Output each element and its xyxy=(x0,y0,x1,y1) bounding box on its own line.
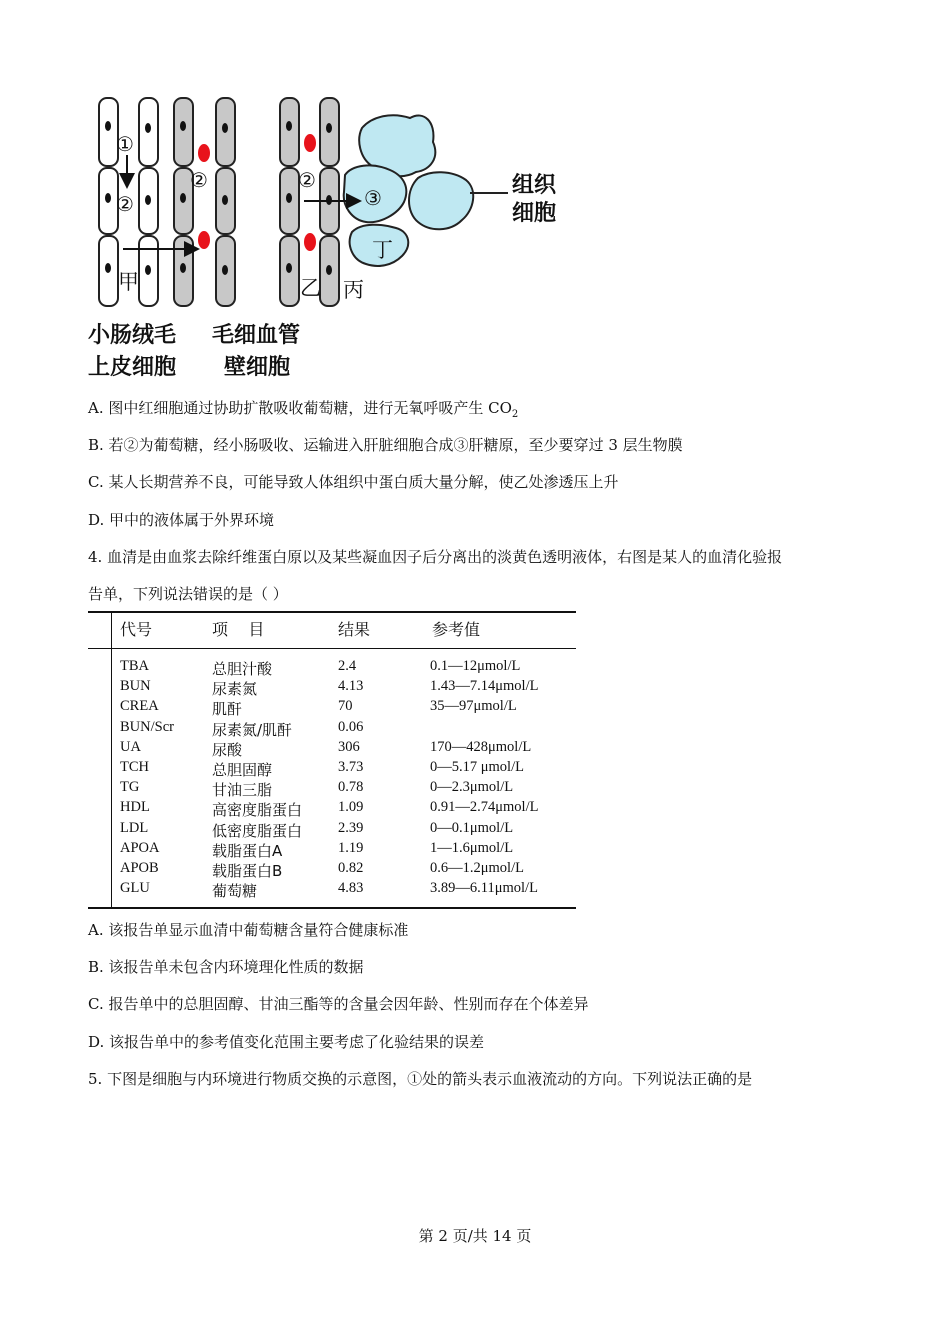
cell-code: TCH xyxy=(120,759,149,775)
villi-label-line1: 小肠绒毛 xyxy=(88,323,177,348)
cell-result: 1.09 xyxy=(338,799,364,816)
villi-label-line2: 上皮细胞 xyxy=(88,355,177,380)
cell-result: 4.13 xyxy=(338,678,364,695)
table-header-item: 项 目 xyxy=(212,620,265,639)
cell-item: 载脂蛋白A xyxy=(212,841,283,860)
table-header-rule xyxy=(88,648,576,649)
cell-item: 尿酸 xyxy=(212,740,243,759)
cell-result: 4.83 xyxy=(338,880,364,897)
cell-code: TBA xyxy=(120,658,149,674)
cell-result: 1.19 xyxy=(338,839,364,856)
cell-item: 肌酐 xyxy=(212,700,243,719)
cell-ref: 170—428μmol/L xyxy=(430,738,532,755)
cell-result: 3.73 xyxy=(338,759,364,775)
q4-option-b: B. 该报告单未包含内环境理化性质的数据 xyxy=(88,958,364,976)
mark-1: ① xyxy=(116,132,134,156)
rbc-1 xyxy=(198,144,210,162)
cell-ref: 0—0.1μmol/L xyxy=(430,819,514,836)
cell-result: 0.82 xyxy=(338,860,364,876)
cell-code: APOA xyxy=(120,839,160,856)
cell-code: CREA xyxy=(120,698,159,715)
cell-code: APOB xyxy=(120,860,159,876)
cell-result: 306 xyxy=(338,738,360,755)
cell-ref: 35—97μmol/L xyxy=(430,698,517,715)
q4-option-d: D. 该报告单中的参考值变化范围主要考虑了化验结果的误差 xyxy=(88,1033,485,1051)
q4-stem-line2: 告单，下列说法错误的是（ ） xyxy=(88,585,288,603)
q3-option-a-text: A. 图中红细胞通过协助扩散吸收葡萄糖，进行无氧呼吸产生 CO xyxy=(88,399,512,417)
label-jia: 甲 xyxy=(118,270,139,294)
cell-code: GLU xyxy=(120,880,150,897)
label-ding: 丁 xyxy=(372,238,393,262)
q3-option-a xyxy=(88,397,518,420)
q3-option-b: B. 若②为葡萄糖，经小肠吸收、运输进入肝脏细胞合成③肝糖原，至少要穿过 3 层生物膜 xyxy=(88,436,683,454)
rbc-2 xyxy=(198,231,210,249)
mark-3: ③ xyxy=(364,186,382,210)
table-top-rule xyxy=(88,611,576,613)
cell-result: 0.06 xyxy=(338,718,364,735)
cell-ref: 3.89—6.11μmol/L xyxy=(430,880,538,897)
cell-ref: 1—1.6μmol/L xyxy=(430,839,514,856)
cell-result: 0.78 xyxy=(338,779,364,796)
label-bing: 丙 xyxy=(343,278,364,302)
cell-item: 低密度脂蛋白 xyxy=(212,821,303,840)
cell-ref: 0.1—12μmol/L xyxy=(430,658,521,674)
mark-2-right: ② xyxy=(298,168,316,192)
cell-code: HDL xyxy=(120,799,150,816)
rbc-4 xyxy=(304,233,316,251)
cell-result: 2.39 xyxy=(338,819,364,836)
page-footer: 第 2 页/共 14 页 xyxy=(418,1227,532,1245)
tissue-label-line2: 细胞 xyxy=(512,201,557,226)
cell-code: LDL xyxy=(120,819,149,836)
cell-code: UA xyxy=(120,738,141,755)
cell-item: 葡萄糖 xyxy=(212,882,258,901)
table-left-rule xyxy=(111,611,112,908)
table-header-result: 结果 xyxy=(338,620,371,639)
mark-2-villi: ② xyxy=(116,192,134,216)
cell-ref: 0—2.3μmol/L xyxy=(430,779,514,796)
cell-item: 载脂蛋白B xyxy=(212,862,283,880)
q4-stem-line1: 4. 血清是由血浆去除纤维蛋白原以及某些凝血因子后分离出的淡黄色透明液体，右图是某人的血清化验报 xyxy=(88,548,783,566)
cell-result: 70 xyxy=(338,698,353,715)
q3-option-c: C. 某人长期营养不良，可能导致人体组织中蛋白质大量分解，使乙处渗透压上升 xyxy=(88,473,619,491)
cell-ref: 1.43—7.14μmol/L xyxy=(430,678,539,695)
q4-option-a: A. 该报告单显示血清中葡萄糖含量符合健康标准 xyxy=(88,921,409,939)
mark-2-capillary: ② xyxy=(190,168,208,192)
cell-ref: 0.6—1.2μmol/L xyxy=(430,860,524,876)
table-bottom-rule xyxy=(88,907,576,909)
capillary-label-line1: 毛细血管 xyxy=(212,323,301,348)
table-header-ref: 参考值 xyxy=(432,620,481,639)
cell-code: BUN/Scr xyxy=(120,718,174,735)
table-header-code: 代号 xyxy=(120,620,153,639)
tissue-cell-right xyxy=(409,172,473,229)
cell-item: 总胆汁酸 xyxy=(212,660,273,678)
cell-item: 总胆固醇 xyxy=(212,761,273,779)
q5-stem: 5. 下图是细胞与内环境进行物质交换的示意图，①处的箭头表示血液流动的方向。下列说法正确的是 xyxy=(88,1070,753,1088)
cell-code: BUN xyxy=(120,678,151,695)
cell-result: 2.4 xyxy=(338,658,357,674)
q4-option-c: C. 报告单中的总胆固醇、甘油三酯等的含量会因年龄、性别而存在个体差异 xyxy=(88,995,589,1013)
cell-item: 尿素氮 xyxy=(212,680,258,699)
capillary-label-line2: 壁细胞 xyxy=(224,355,291,380)
cell-code: TG xyxy=(120,779,140,796)
cell-item: 甘油三脂 xyxy=(212,781,273,800)
cell-ref: 0—5.17 μmol/L xyxy=(430,759,524,775)
q3-option-a-sub: 2 xyxy=(511,409,519,420)
cell-item: 尿素氮/肌酐 xyxy=(212,720,293,739)
label-yi: 乙 xyxy=(300,276,321,300)
cell-item: 高密度脂蛋白 xyxy=(212,801,303,820)
cell-ref: 0.91—2.74μmol/L xyxy=(430,799,539,816)
tissue-label-line1: 组织 xyxy=(512,173,557,198)
q3-option-d: D. 甲中的液体属于外界环境 xyxy=(88,511,275,529)
rbc-3 xyxy=(304,134,316,152)
